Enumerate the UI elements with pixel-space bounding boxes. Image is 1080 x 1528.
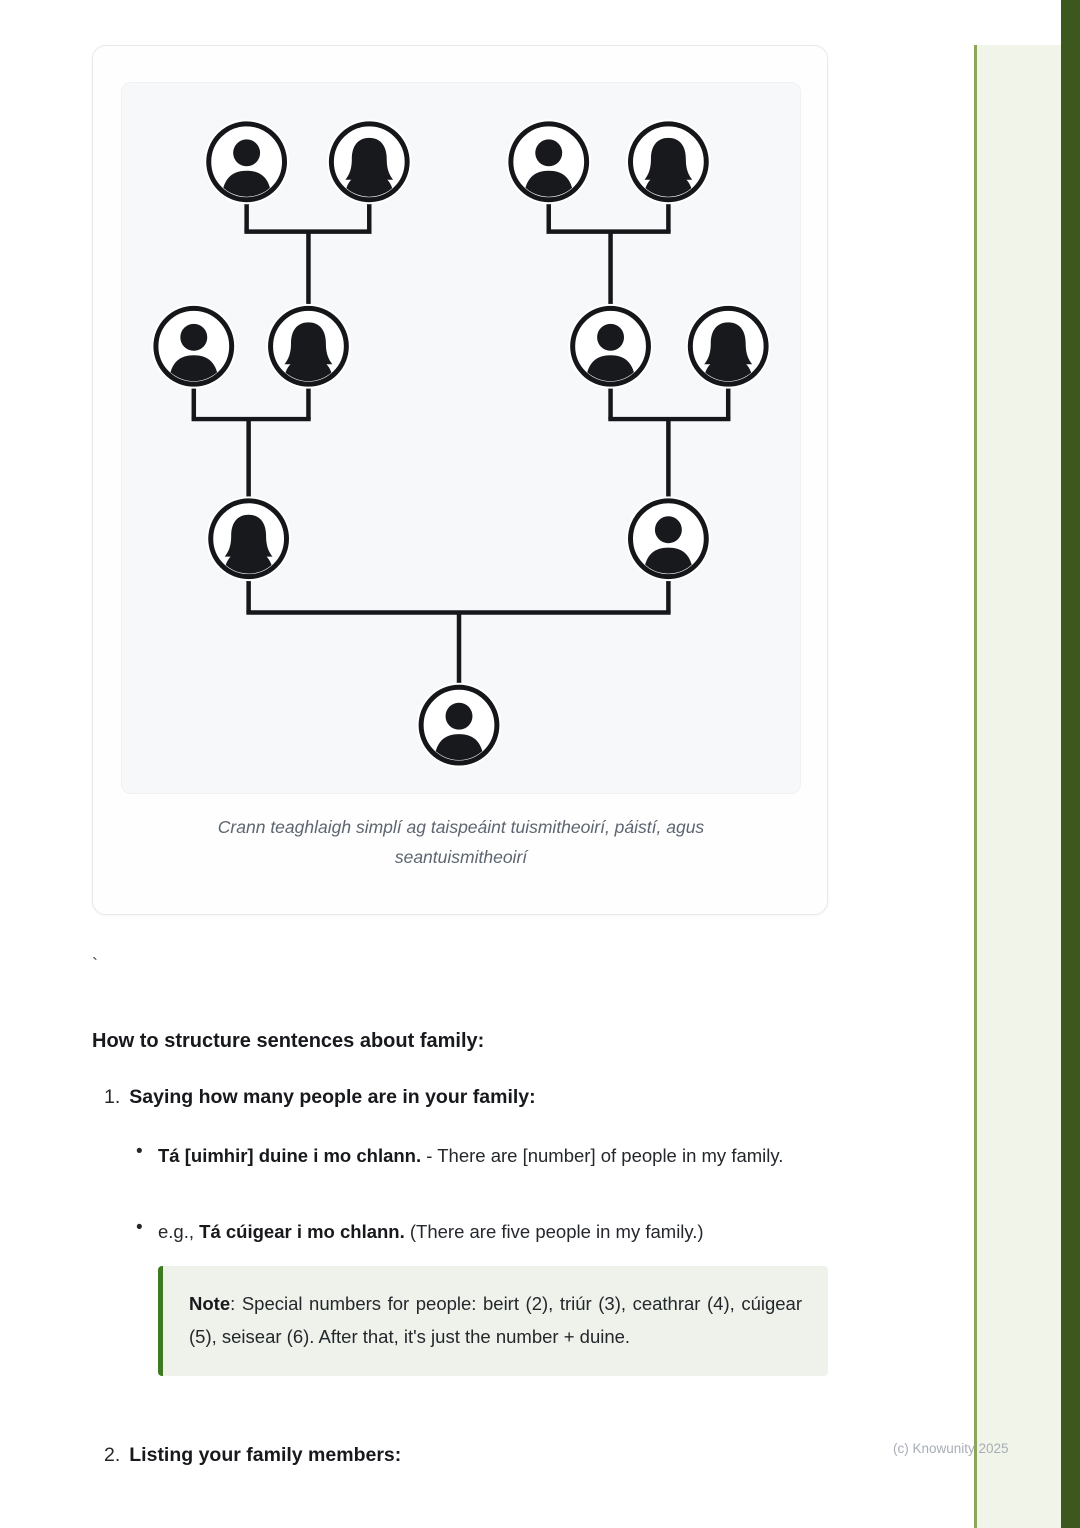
list-item-2-number: 2.: [104, 1444, 121, 1466]
family-tree-svg: [122, 83, 800, 793]
family-tree-diagram: [121, 82, 801, 794]
irish-example-bold: Tá cúigear i mo chlann.: [199, 1221, 405, 1242]
bullet-item-1: [158, 1140, 808, 1171]
right-edge-bar: [1061, 0, 1080, 1528]
example-prefix: e.g.,: [158, 1221, 200, 1242]
list-item-1: [104, 1086, 536, 1109]
list-item-1-title: Saying how many people are in your family:: [129, 1086, 536, 1108]
bullet-item-2: [158, 1216, 808, 1247]
male-avatar-icon: [151, 304, 236, 389]
english-translation: - There are [number] of people in my family.: [421, 1145, 784, 1166]
note-body: : Special numbers for people: beirt (2), triúr (3), ceathrar (4), cúigear (5), seisear (6). After that, it's just the number + duine.: [189, 1293, 802, 1347]
irish-phrase-bold: Tá [uimhir] duine i mo chlann.: [158, 1145, 422, 1166]
male-avatar-icon: [204, 119, 289, 204]
list-item-2: [104, 1444, 401, 1467]
bullet-item-1-text: [158, 1140, 808, 1171]
stray-backtick: `: [92, 955, 98, 975]
figure-card: [92, 45, 828, 915]
section-heading: How to structure sentences about family:: [92, 1030, 485, 1052]
female-avatar-icon: [686, 304, 771, 389]
female-avatar-icon: [327, 119, 412, 204]
example-translation: (There are five people in my family.): [404, 1221, 704, 1242]
list-item-1-number: 1.: [104, 1086, 121, 1108]
female-avatar-icon: [626, 119, 711, 204]
figure-caption: Crann teaghlaigh simplí ag taispeáint tuismitheoirí, páistí, agus seantuismitheoirí: [217, 817, 705, 867]
male-avatar-icon: [568, 304, 653, 389]
note-text: [189, 1287, 802, 1353]
female-avatar-icon: [206, 496, 291, 581]
female-avatar-icon: [266, 304, 351, 389]
male-avatar-icon: [506, 119, 591, 204]
copyright: (c) Knowunity 2025: [893, 1441, 1009, 1456]
list-item-2-title: Listing your family members:: [129, 1444, 402, 1466]
right-margin-stripe: [977, 45, 1061, 1528]
accent-vertical-line: [974, 45, 977, 1528]
male-avatar-icon: [626, 496, 711, 581]
note-callout: [158, 1266, 828, 1376]
note-label: Note: [189, 1293, 231, 1314]
male-avatar-icon: [417, 683, 502, 768]
bullet-item-2-text: [158, 1216, 808, 1247]
